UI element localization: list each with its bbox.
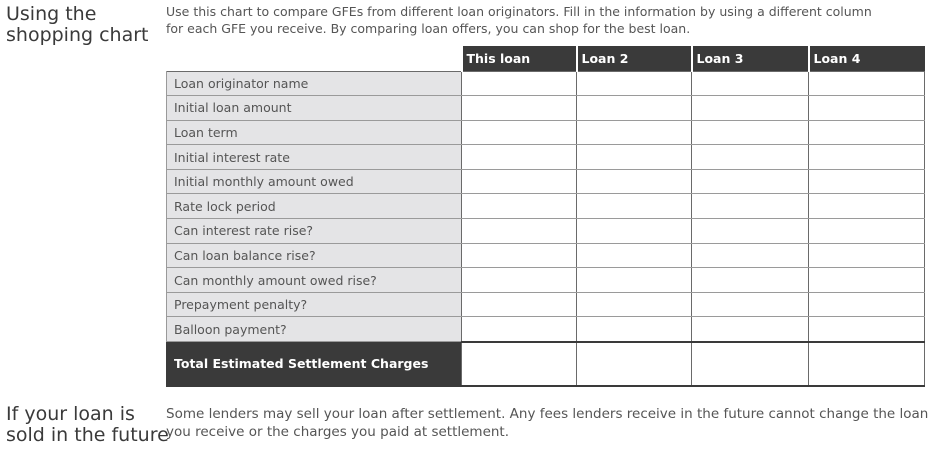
entry-cell[interactable] — [809, 169, 925, 194]
table-row — [167, 96, 925, 121]
entry-cell[interactable] — [809, 292, 925, 317]
entry-cell[interactable] — [462, 219, 577, 244]
entry-cell[interactable] — [692, 219, 809, 244]
table-row — [167, 268, 925, 293]
entry-cell[interactable] — [692, 96, 809, 121]
entry-cell[interactable] — [809, 71, 925, 96]
heading-line: shopping chart — [6, 24, 149, 46]
entry-cell[interactable] — [692, 342, 809, 386]
row-label-initial-monthly-amount-owed: Initial monthly amount owed — [167, 169, 462, 194]
column-header-loan-4: Loan 4 — [809, 46, 925, 71]
entry-cell[interactable] — [809, 268, 925, 293]
entry-cell[interactable] — [577, 96, 692, 121]
row-label-total-estimated-settlement-charges: Total Estimated Settlement Charges — [167, 342, 462, 386]
entry-cell[interactable] — [462, 268, 577, 293]
heading-line: sold in the future — [6, 424, 169, 446]
entry-cell[interactable] — [462, 342, 577, 386]
row-label-initial-interest-rate: Initial interest rate — [167, 145, 462, 170]
row-label-can-interest-rate-rise: Can interest rate rise? — [167, 219, 462, 244]
intro-line: Use this chart to compare GFEs from different loan originators. Fill in the information by using a different column — [166, 4, 872, 19]
entry-cell[interactable] — [462, 120, 577, 145]
entry-cell[interactable] — [462, 96, 577, 121]
entry-cell[interactable] — [692, 243, 809, 268]
column-header-loan-2: Loan 2 — [577, 46, 692, 71]
column-header-this-loan: This loan — [462, 46, 577, 71]
entry-cell[interactable] — [577, 145, 692, 170]
total-row — [167, 342, 925, 386]
entry-cell[interactable] — [577, 120, 692, 145]
row-label-loan-originator-name: Loan originator name — [167, 71, 462, 96]
row-label-can-loan-balance-rise: Can loan balance rise? — [167, 243, 462, 268]
row-label-can-monthly-amount-owed-rise: Can monthly amount owed rise? — [167, 268, 462, 293]
entry-cell[interactable] — [462, 317, 577, 342]
entry-cell[interactable] — [462, 145, 577, 170]
entry-cell[interactable] — [692, 194, 809, 219]
table-row — [167, 169, 925, 194]
paragraph-line: Some lenders may sell your loan after settlement. Any fees lenders receive in the future cannot change the loan — [166, 406, 929, 422]
entry-cell[interactable] — [462, 71, 577, 96]
entry-cell[interactable] — [809, 194, 925, 219]
entry-cell[interactable] — [577, 169, 692, 194]
heading-line: If your loan is — [6, 403, 135, 425]
entry-cell[interactable] — [577, 243, 692, 268]
entry-cell[interactable] — [577, 292, 692, 317]
table-row — [167, 145, 925, 170]
header-corner — [167, 46, 462, 71]
entry-cell[interactable] — [809, 243, 925, 268]
entry-cell[interactable] — [809, 120, 925, 145]
entry-cell[interactable] — [577, 317, 692, 342]
entry-cell[interactable] — [462, 243, 577, 268]
section-heading-loan-sold — [6, 404, 169, 446]
intro-line: for each GFE you receive. By comparing loan offers, you can shop for the best loan. — [166, 20, 691, 36]
entry-cell[interactable] — [809, 219, 925, 244]
entry-cell[interactable] — [809, 145, 925, 170]
table-row — [167, 243, 925, 268]
row-label-initial-loan-amount: Initial loan amount — [167, 96, 462, 121]
entry-cell[interactable] — [577, 342, 692, 386]
shopping-chart-table — [166, 46, 925, 387]
column-header-row — [167, 46, 925, 71]
entry-cell[interactable] — [692, 317, 809, 342]
loan-sold-paragraph — [166, 405, 936, 441]
table-row — [167, 120, 925, 145]
entry-cell[interactable] — [462, 194, 577, 219]
column-header-loan-3: Loan 3 — [692, 46, 809, 71]
entry-cell[interactable] — [809, 342, 925, 386]
intro-paragraph — [166, 4, 926, 37]
row-label-rate-lock-period: Rate lock period — [167, 194, 462, 219]
table-row — [167, 194, 925, 219]
entry-cell[interactable] — [692, 120, 809, 145]
section-heading-shopping-chart — [6, 4, 149, 46]
entry-cell[interactable] — [577, 268, 692, 293]
table-row — [167, 317, 925, 342]
entry-cell[interactable] — [809, 317, 925, 342]
entry-cell[interactable] — [692, 145, 809, 170]
heading-line: Using the — [6, 3, 97, 25]
table-row — [167, 71, 925, 96]
row-label-balloon-payment: Balloon payment? — [167, 317, 462, 342]
entry-cell[interactable] — [462, 292, 577, 317]
entry-cell[interactable] — [692, 292, 809, 317]
row-label-prepayment-penalty: Prepayment penalty? — [167, 292, 462, 317]
entry-cell[interactable] — [692, 268, 809, 293]
entry-cell[interactable] — [809, 96, 925, 121]
table-row — [167, 292, 925, 317]
entry-cell[interactable] — [462, 169, 577, 194]
entry-cell[interactable] — [577, 194, 692, 219]
table-row — [167, 219, 925, 244]
entry-cell[interactable] — [692, 71, 809, 96]
entry-cell[interactable] — [577, 219, 692, 244]
entry-cell[interactable] — [577, 71, 692, 96]
paragraph-line: you receive or the charges you paid at settlement. — [166, 424, 510, 440]
entry-cell[interactable] — [692, 169, 809, 194]
row-label-loan-term: Loan term — [167, 120, 462, 145]
